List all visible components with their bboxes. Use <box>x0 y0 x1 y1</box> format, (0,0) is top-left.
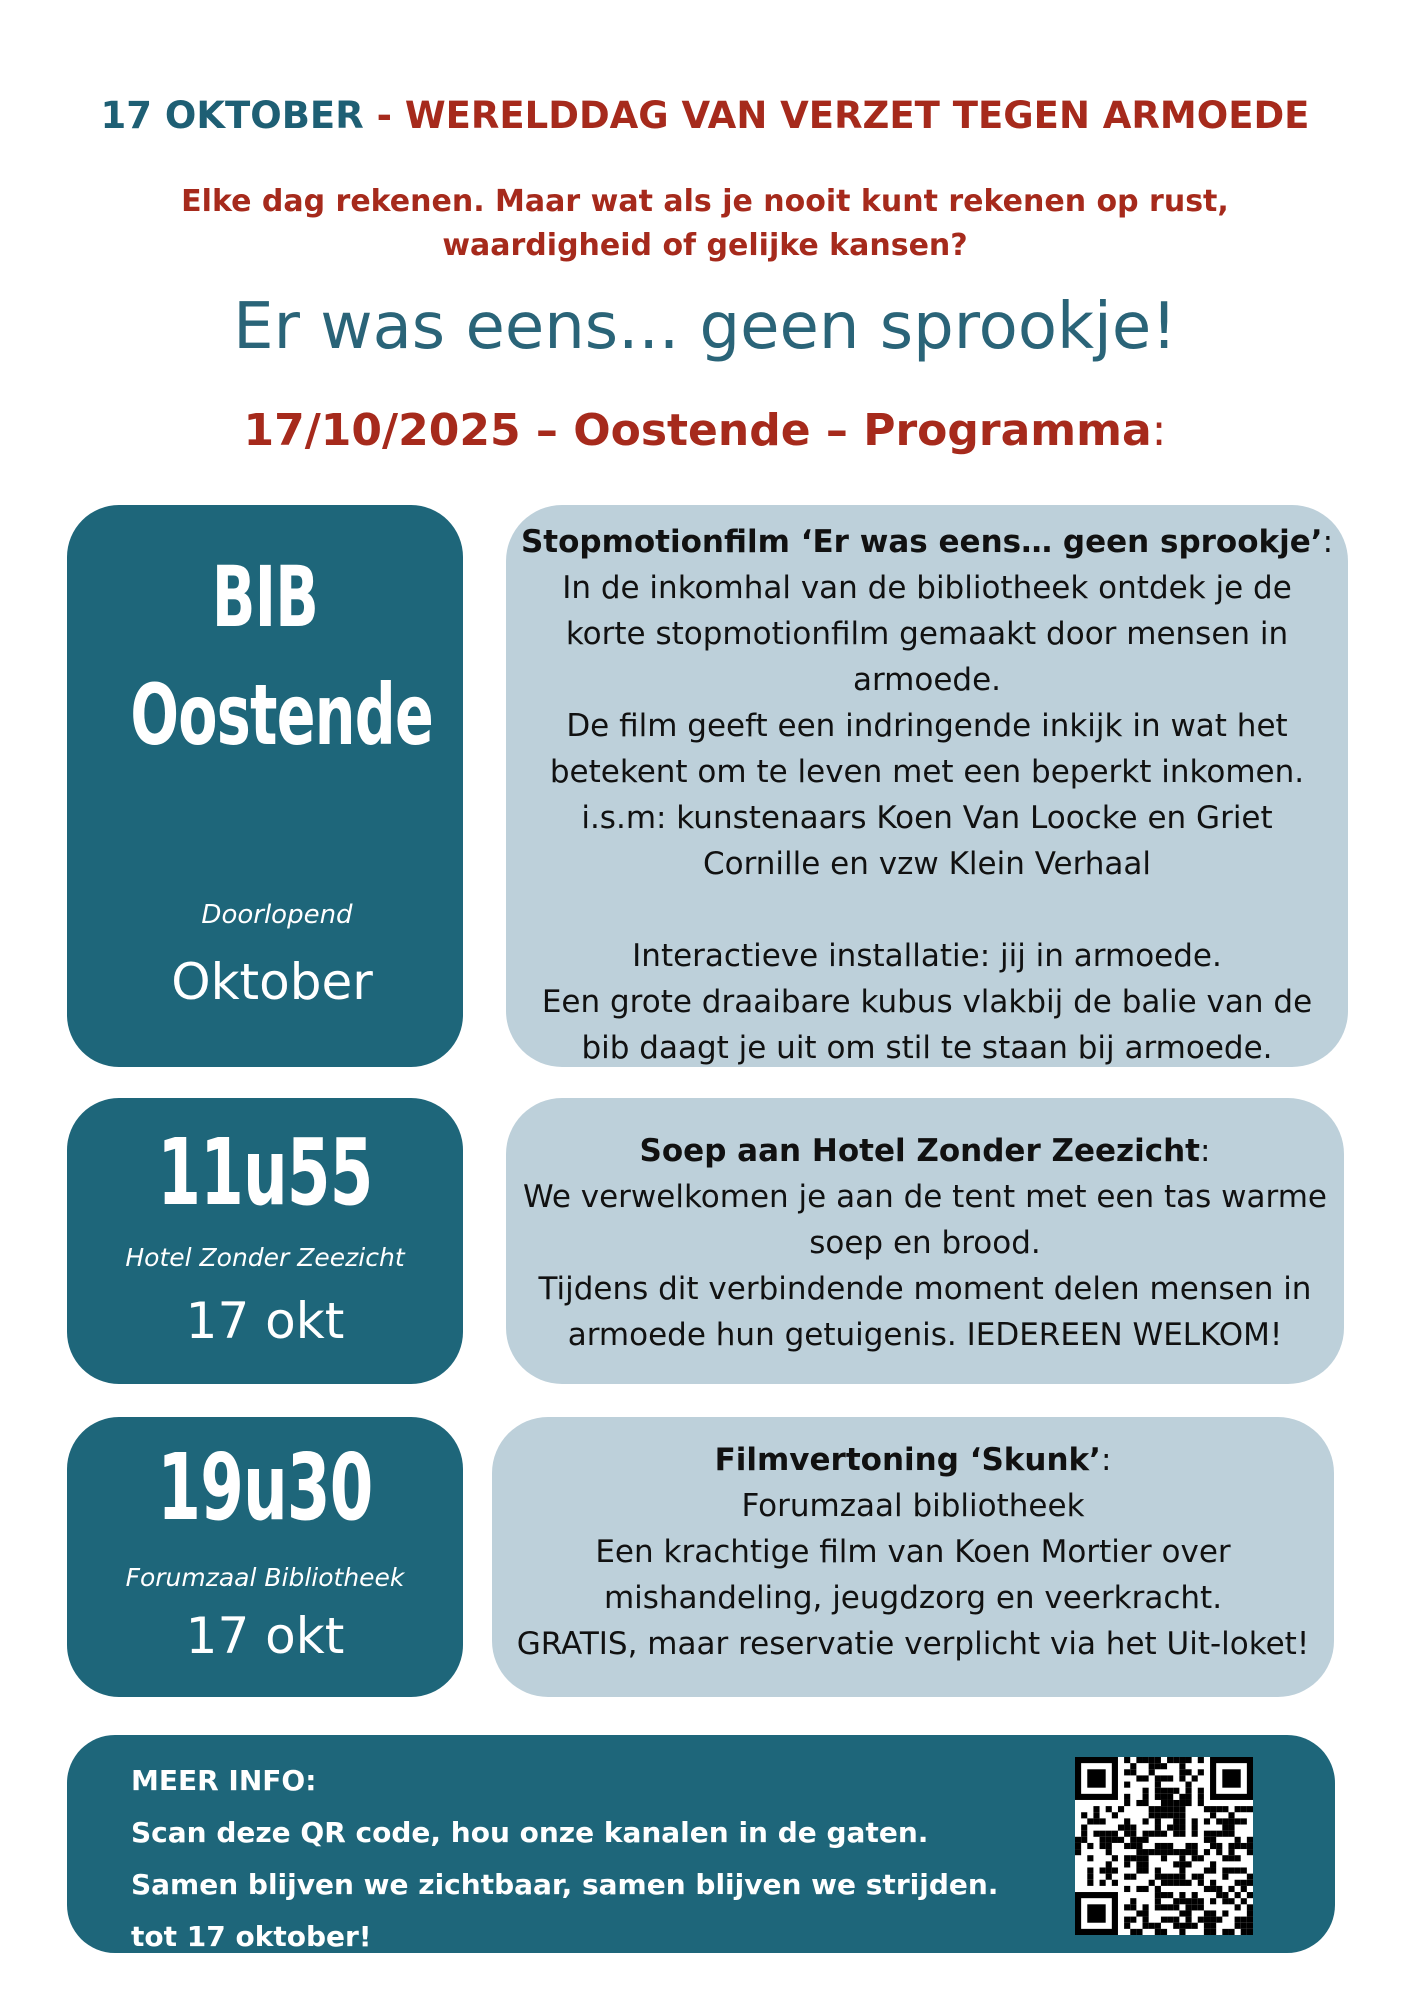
event-1-line: Een grote draaibare kubus vlakbij de balie van de <box>541 984 1313 1020</box>
event-2-heading-text: Soep aan Hotel Zonder Zeezicht <box>639 1133 1200 1169</box>
event-2-description <box>506 1128 1344 1358</box>
qr-code-icon <box>1075 1757 1253 1935</box>
event-1-title-line-1: BIB <box>211 548 319 646</box>
event-2-time: 11u55 <box>157 1119 373 1226</box>
event-3-description-box <box>492 1417 1334 1697</box>
event-1-heading <box>506 519 1348 565</box>
event-1-title-line-2: Oostende <box>130 666 434 764</box>
headline: Er was eens... geen sprookje! <box>233 290 1177 364</box>
event-1-line: i.s.m: kunstenaars Koen Van Loocke en Griet <box>581 800 1273 836</box>
event-2-heading-colon: : <box>1199 1133 1211 1169</box>
day-title: WERELDDAG VAN VERZET TEGEN ARMOEDE <box>404 94 1310 137</box>
event-2-heading <box>506 1128 1344 1174</box>
date-label: 17 OKTOBER <box>100 94 364 137</box>
intro-text <box>0 180 1410 268</box>
event-3-description <box>492 1437 1334 1667</box>
more-info-line-1: Scan deze QR code, hou onze kanalen in de gaten. <box>131 1816 929 1849</box>
event-1-when: Oktober <box>171 953 373 1011</box>
event-1-sub: Doorlopend <box>201 900 353 930</box>
event-1-line: korte stopmotionfilm gemaakt door mensen in <box>565 616 1289 652</box>
intro-line-1: Elke dag rekenen. Maar wat als je nooit kunt rekenen op rust, <box>181 184 1229 219</box>
more-info-heading: MEER INFO: <box>131 1764 317 1797</box>
event-1-line: betekent om te leven met een beperkt inkomen. <box>549 754 1305 790</box>
event-1-line: In de inkomhal van de bibliotheek ontdek je de <box>562 570 1292 606</box>
event-2-description-box <box>506 1098 1344 1384</box>
event-3-time: 19u30 <box>157 1434 373 1541</box>
program-label: 17/10/2025 – Oostende – Programma <box>243 405 1152 456</box>
event-3-date-box <box>67 1417 463 1697</box>
event-3-line: Forumzaal bibliotheek <box>741 1488 1085 1524</box>
more-info-line-2: Samen blijven we zichtbaar, samen blijven we strijden. <box>131 1868 999 1901</box>
event-1-date-box <box>67 505 463 1067</box>
event-1-description-box <box>506 505 1348 1067</box>
event-1-heading-colon: : <box>1322 524 1334 560</box>
event-2-line: We verwelkomen je aan de tent met een tas warme <box>523 1179 1327 1215</box>
event-1-line: Interactieve installatie: jij in armoede. <box>632 938 1222 974</box>
event-1-line: bib daagt je uit om stil te staan bij armoede. <box>581 1030 1273 1066</box>
event-2-sub: Hotel Zonder Zeezicht <box>125 1243 405 1272</box>
event-2-when: 17 okt <box>185 1292 345 1350</box>
qr-code[interactable] <box>1075 1757 1253 1935</box>
program-heading <box>0 405 1410 456</box>
more-info-line-3: tot 17 oktober! <box>131 1920 372 1953</box>
program-colon: : <box>1151 405 1167 456</box>
event-2-line: armoede hun getuigenis. IEDEREEN WELKOM! <box>567 1317 1283 1353</box>
event-1-line: Cornille en vzw Klein Verhaal <box>702 846 1152 882</box>
event-3-heading-text: Filmvertoning ‘Skunk’ <box>714 1442 1101 1478</box>
event-3-heading-colon: : <box>1100 1442 1112 1478</box>
intro-line-2: waardigheid of gelijke kansen? <box>442 228 968 263</box>
event-3-sub: Forumzaal Bibliotheek <box>125 1563 405 1592</box>
separator: - <box>363 94 405 137</box>
event-2-line: Tijdens dit verbindende moment delen mensen in <box>538 1271 1312 1307</box>
event-3-heading <box>492 1437 1334 1483</box>
event-2-line: soep en brood. <box>809 1225 1041 1261</box>
event-3-line: Een krachtige film van Koen Mortier over <box>595 1534 1231 1570</box>
event-1-spacer <box>506 887 1348 933</box>
more-info-text <box>131 1755 998 1963</box>
event-1-line: De film geeft een indringende inkijk in wat het <box>566 708 1288 744</box>
top-heading <box>0 94 1410 137</box>
event-3-line: GRATIS, maar reservatie verplicht via het Uit-loket! <box>516 1626 1310 1662</box>
event-1-heading-text: Stopmotionfilm ‘Er was eens… geen sprookje’ <box>520 524 1323 560</box>
event-2-date-box <box>67 1098 463 1384</box>
event-1-line: armoede. <box>852 662 1002 698</box>
event-1-description <box>506 519 1348 1071</box>
event-3-line: mishandeling, jeugdzorg en veerkracht. <box>603 1580 1223 1616</box>
event-3-when: 17 okt <box>185 1607 345 1665</box>
